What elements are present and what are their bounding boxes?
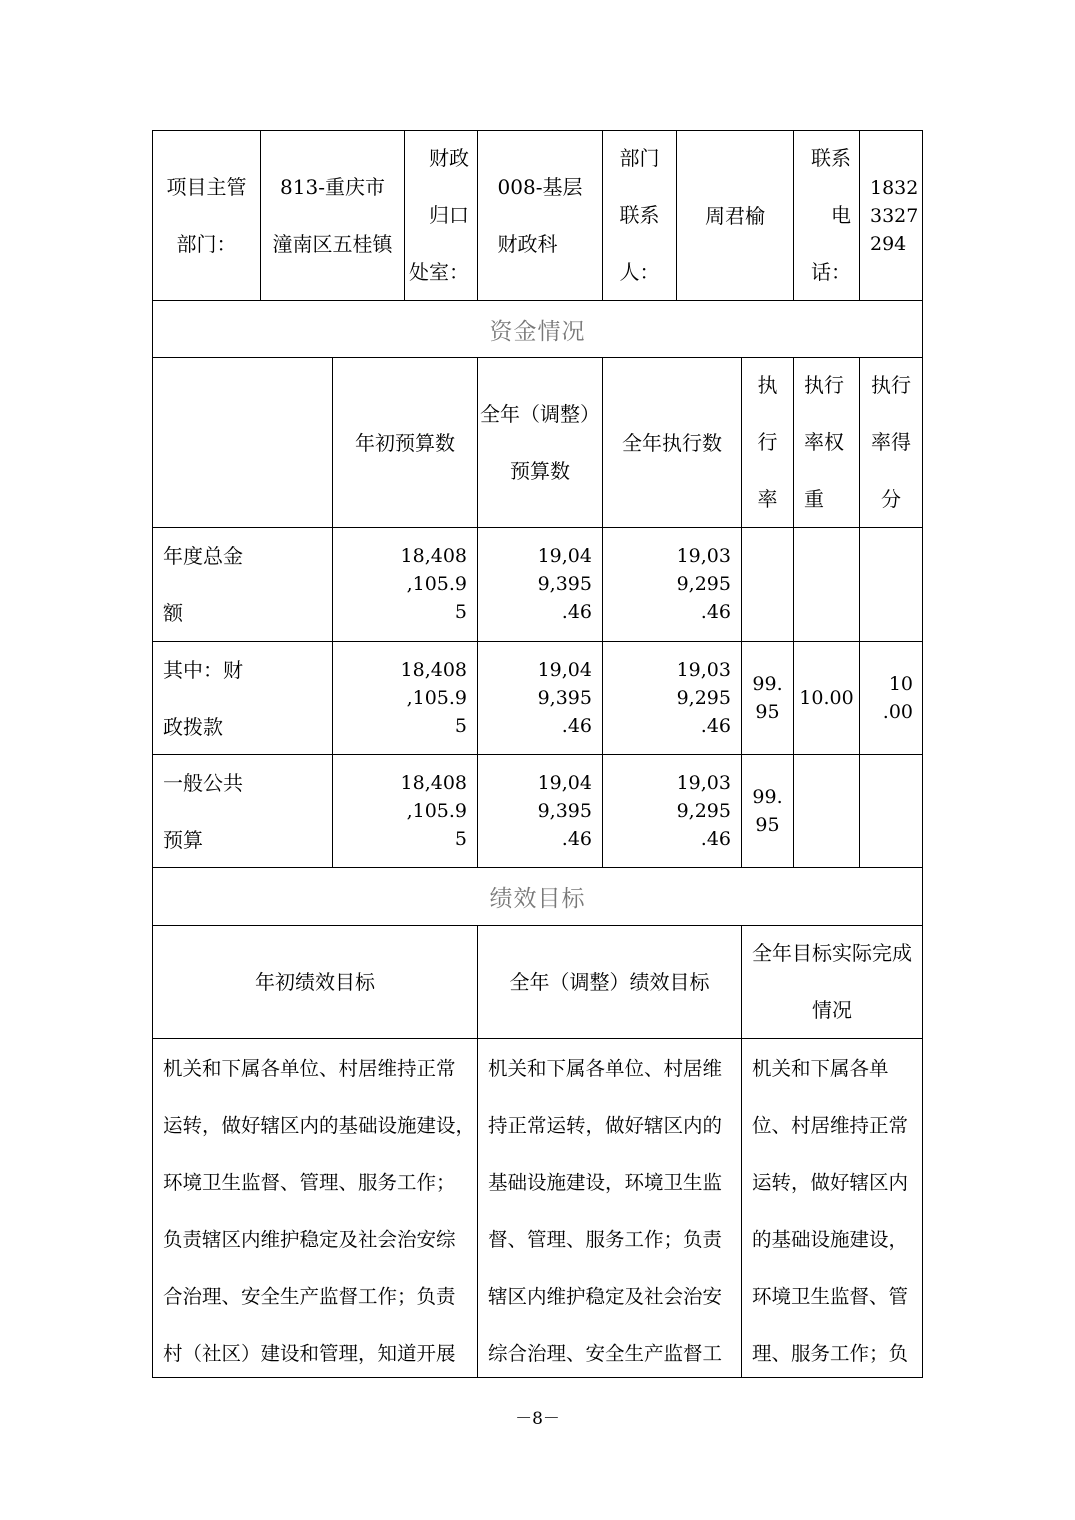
funds-row-label: 其中：财 政拨款 (152, 641, 333, 755)
funds-row-label: 一般公共 预算 (152, 754, 333, 868)
finance-label: 财政 归口 处室： (409, 146, 469, 284)
dept-value: 813-重庆市 潼南区五桂镇 (272, 174, 393, 256)
performance-header-adjusted: 全年（调整）绩效目标 (477, 925, 742, 1039)
dept-value-cell (260, 130, 405, 301)
funds-row-initial: 18,408 ,105.9 5 (332, 641, 478, 755)
funds-header-score-text: 执行 率得 分 (871, 373, 911, 511)
funds-row-executed: 19,03 9,295 .46 (602, 641, 742, 755)
funds-row-initial: 18,408 ,105.9 5 (332, 527, 478, 642)
phone-value: 1832 3327 294 (870, 176, 919, 255)
performance-actual-text: 机关和下属各单 位、村居维持正常 运转，做好辖区内 的基础设施建设， 环境卫生监督、管 理、服务工作；负 (741, 1038, 923, 1378)
funds-header-rate-text: 执 行 率 (757, 373, 778, 511)
funds-row-adjusted: 19,04 9,395 .46 (477, 527, 603, 642)
phone-label: 联系 电 话： (811, 146, 851, 284)
funds-header-initial: 年初预算数 (332, 357, 478, 528)
funds-row-executed: 19,03 9,295 .46 (602, 527, 742, 642)
funds-row-adjusted: 19,04 9,395 .46 (477, 754, 603, 868)
performance-header-actual: 全年目标实际完成 情况 (741, 925, 923, 1039)
funds-row-weight (793, 527, 860, 642)
funds-header-executed: 全年执行数 (602, 357, 742, 528)
funds-row-weight (793, 754, 860, 868)
contact-label-cell (602, 130, 677, 301)
funds-header-adjusted-text: 全年（调整） 预算数 (480, 401, 600, 483)
dept-label: 项目主管 部门： (166, 174, 247, 256)
funds-row-score: 10 .00 (859, 641, 923, 755)
finance-value-cell (477, 130, 603, 301)
funds-row-rate (741, 527, 794, 642)
funds-row-adjusted: 19,04 9,395 .46 (477, 641, 603, 755)
contact-value: 周君榆 (705, 203, 765, 228)
funds-header-rate (741, 357, 794, 528)
funds-header-score (859, 357, 923, 528)
performance-header-initial: 年初绩效目标 (152, 925, 478, 1039)
phone-label-cell (793, 130, 860, 301)
funds-row-executed: 19,03 9,295 .46 (602, 754, 742, 868)
funds-row-score (859, 754, 923, 868)
performance-section-title: 绩效目标 (152, 867, 923, 926)
finance-value: 008-基层 财政科 (497, 174, 583, 256)
funds-header-weight-text: 执行 率权 重 (804, 373, 844, 511)
funds-row-rate: 99. 95 (741, 641, 794, 755)
page-number: －8－ (515, 1409, 560, 1429)
dept-label-cell (152, 130, 261, 301)
finance-label-cell (404, 130, 478, 301)
funds-row-score (859, 527, 923, 642)
funds-header-weight (793, 357, 860, 528)
performance-initial-text: 机关和下属各单位、村居维持正常 运转，做好辖区内的基础设施建设， 环境卫生监督、管理、服务工作； 负责辖区内维护稳定及社会治安综 合治理、安全生产监督工作；负责 村（社区）建设和管理，知道开展 (152, 1038, 478, 1378)
funds-header-blank (152, 357, 333, 528)
performance-adjusted-text: 机关和下属各单位、村居维 持正常运转，做好辖区内的 基础设施建设，环境卫生监 督、管理、服务工作；负责 辖区内维护稳定及社会治安 综合治理、安全生产监督工 (477, 1038, 742, 1378)
funds-row-rate: 99. 95 (741, 754, 794, 868)
funds-row-weight: 10.00 (793, 641, 860, 755)
funds-header-adjusted (477, 357, 603, 528)
funds-row-initial: 18,408 ,105.9 5 (332, 754, 478, 868)
funds-row-label: 年度总金 额 (152, 527, 333, 642)
contact-label: 部门 联系 人： (619, 146, 660, 284)
funds-section-title: 资金情况 (152, 300, 923, 358)
contact-value-cell (676, 130, 794, 301)
phone-value-cell (859, 130, 923, 301)
